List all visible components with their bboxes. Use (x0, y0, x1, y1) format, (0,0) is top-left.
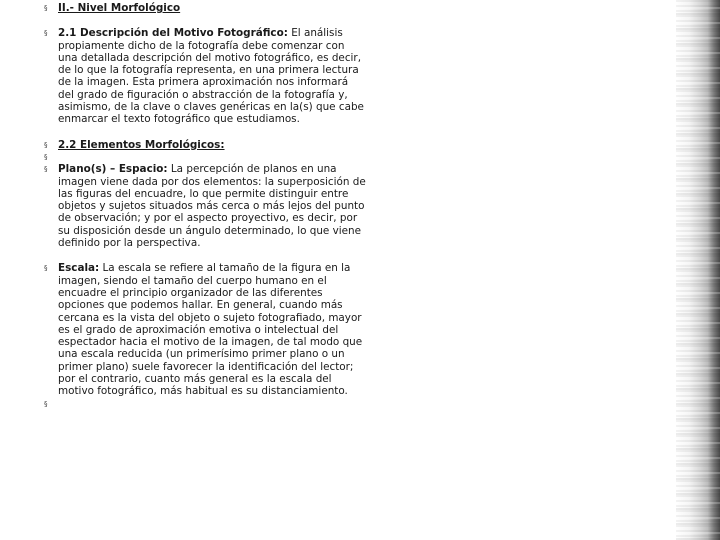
bullet-item-plano (44, 163, 366, 249)
bullet-marker: § (44, 29, 48, 38)
escala-body: La escala se refiere al tamaño de la figura en la imagen, siendo el tamaño del cuerpo humano en el encuadre el principio organizador de las diferentes opciones que podemos hallar. En general, cuando más cercana es la vista del objeto o sujeto fotografiado, mayor es el grado de aproximación emotiva o intelectual del espectador hacia el motivo de la imagen, de tal modo que una escala reducida (un primerísimo primer plano o un primer plano) suele favorecer la identificación del lector; por el contrario, cuanto más general es la escala del motivo fotográfico, más habitual es su distanciamiento. (58, 262, 363, 398)
bullet-marker: § (44, 152, 48, 161)
description-paragraph (58, 27, 366, 125)
bullet-marker: § (44, 399, 48, 408)
bullet-item-heading (44, 2, 366, 14)
elements-heading: 2.2 Elementos Morfológicos: (58, 138, 225, 151)
plano-body: La percepción de planos en una imagen viene dada por dos elementos: la superposición de las figuras del encuadre, lo que permite distinguir entre objetos y sujetos situados más cerca o más lejos del punto de observación; y por el aspecto proyectivo, es decir, por su disposición desde un ángulo determinado, lo que viene definido por la perspectiva. (58, 163, 366, 250)
bullet-item-trailing (44, 398, 366, 410)
bullet-item-description (44, 27, 366, 125)
bullet-item-empty (44, 151, 366, 163)
bullet-marker: § (44, 165, 48, 174)
bullet-item-elements (44, 139, 366, 151)
plano-title: Plano(s) – Espacio: (58, 163, 168, 176)
plano-paragraph (58, 163, 366, 249)
bullet-marker: § (44, 264, 48, 273)
description-title: 2.1 Descripción del Motivo Fotográfico: (58, 27, 288, 40)
slide-content (44, 2, 366, 410)
bullet-marker: § (44, 140, 48, 149)
description-body: El análisis propiamente dicho de la fotografía debe comenzar con una detallada descripción del motivo fotográfico, es decir, de lo que la fotografía representa, en una primera lectura de la imagen. Esta primera aproximación nos informará del grado de figuración o abstracción de la fotografía y, asimismo, de la clave o claves genéricas en la(s) que cabe enmarcar el texto fotográfico que estudiamos. (58, 27, 364, 126)
escala-paragraph (58, 262, 366, 397)
section-heading: II.- Nivel Morfológico (58, 2, 181, 14)
bullet-marker: § (44, 4, 48, 12)
paper-edge-texture (676, 0, 720, 540)
escala-title: Escala: (58, 262, 100, 275)
bullet-item-escala (44, 262, 366, 397)
